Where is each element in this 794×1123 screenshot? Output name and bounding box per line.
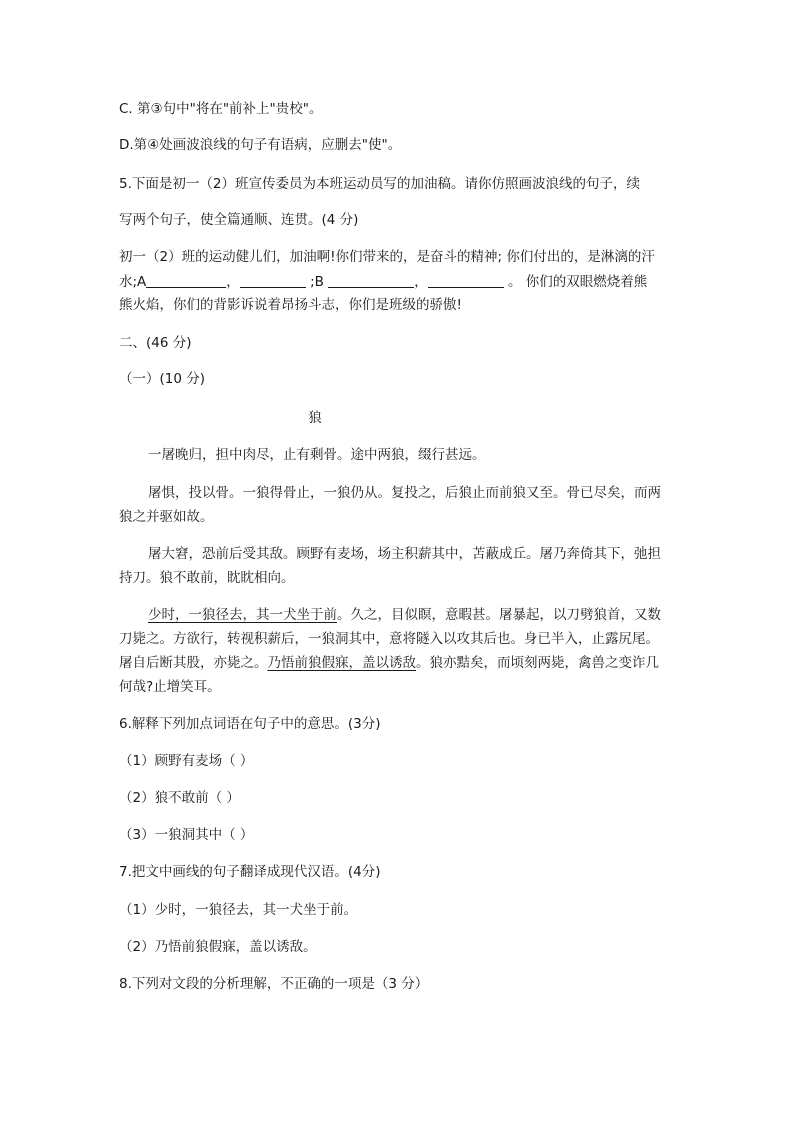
underlined-sentence-1: 少时，一狼径去，其一犬坐于前 [148, 607, 337, 623]
cheer-text-comma-1: ， [226, 274, 240, 290]
blank-b-1[interactable] [328, 273, 414, 288]
paragraph-1: 一屠晚归，担中肉尽，止有剩骨。途中两狼，缀行甚远。 [148, 447, 486, 463]
cheer-text-a: 水;A [119, 274, 147, 290]
option-c: C. 第③句中"将在"前补上"贵校"。 [119, 101, 323, 117]
section-2-heading: 二、(46 分) [119, 335, 192, 351]
cheer-text-end: 。 你们的双眼燃烧着熊 [503, 274, 648, 290]
paragraph-2-line-2: 狼之并驱如故。 [119, 509, 214, 525]
question-7-item-2: （2）乃悟前狼假寐，盖以诱敌。 [119, 939, 317, 955]
poem-title: 狼 [308, 410, 322, 426]
question-6: 6.解释下列加点词语在句子中的意思。(3分) [119, 716, 381, 732]
cheer-text-b: ;B [305, 274, 329, 290]
cheer-text-line-3: 熊火焰，你们的背影诉说着昂扬斗志，你们是班级的骄傲! [119, 297, 462, 313]
paragraph-4-line-1-rest: 。久之，目似瞑，意暇甚。屠暴起，以刀劈狼首，又数 [337, 607, 661, 623]
blank-b-2[interactable] [428, 273, 504, 288]
paragraph-3-line-2: 持刀。狼不敢前，眈眈相向。 [119, 570, 295, 586]
question-8: 8.下列对文段的分析理解，不正确的一项是（3 分） [119, 976, 429, 992]
underlined-sentence-2: 乃悟前狼假寐，盖以诱敌 [267, 655, 416, 671]
paragraph-4-line-4: 何哉?止增笑耳。 [119, 679, 221, 695]
cheer-text-line-1: 初一（2）班的运动健儿们，加油啊!你们带来的，是奋斗的精神; 你们付出的，是淋漓的汗 [119, 249, 655, 265]
question-7: 7.把文中画线的句子翻译成现代汉语。(4分) [119, 864, 381, 880]
question-7-item-1: （1）少时，一狼径去，其一犬坐于前。 [119, 902, 358, 918]
question-6-item-3: （3）一狼洞其中（ ） [119, 827, 254, 843]
paragraph-3-line-1: 屠大窘，恐前后受其敌。顾野有麦场，场主积薪其中，苫蔽成丘。屠乃奔倚其下，弛担 [148, 546, 661, 562]
part-1-heading: （一）(10 分) [119, 371, 206, 387]
blank-a-1[interactable] [146, 273, 226, 288]
paragraph-2-line-1: 屠惧，投以骨。一狼得骨止，一狼仍从。复投之，后狼止而前狼又至。骨已尽矣，而两 [148, 485, 661, 501]
option-d: D.第④处画波浪线的句子有语病，应删去"使"。 [119, 137, 402, 153]
question-6-item-2: （2）狼不敢前（ ） [119, 790, 240, 806]
paragraph-4-line-3 [119, 653, 659, 673]
paragraph-4-line-1 [148, 605, 661, 625]
blank-a-2[interactable] [240, 273, 306, 288]
paragraph-4-line-2: 刀毙之。方欲行，转视积薪后，一狼洞其中，意将隧入以攻其后也。身已半入，止露尻尾。 [119, 631, 659, 647]
question-6-item-1: （1）顾野有麦场（ ） [119, 753, 254, 769]
question-5-line-1: 5.下面是初一（2）班宣传委员为本班运动员写的加油稿。请你仿照画波浪线的句子，续 [119, 176, 640, 192]
paragraph-4-line-3-start: 屠自后断其股，亦毙之。 [119, 655, 268, 671]
cheer-text-line-2 [119, 272, 647, 292]
paragraph-4-line-3-end: 。狼亦黠矣，而顷刻两毙，禽兽之变诈几 [416, 655, 659, 671]
cheer-text-comma-2: ， [414, 274, 428, 290]
question-5-line-2: 写两个句子，使全篇通顺、连贯。(4 分) [119, 212, 359, 228]
